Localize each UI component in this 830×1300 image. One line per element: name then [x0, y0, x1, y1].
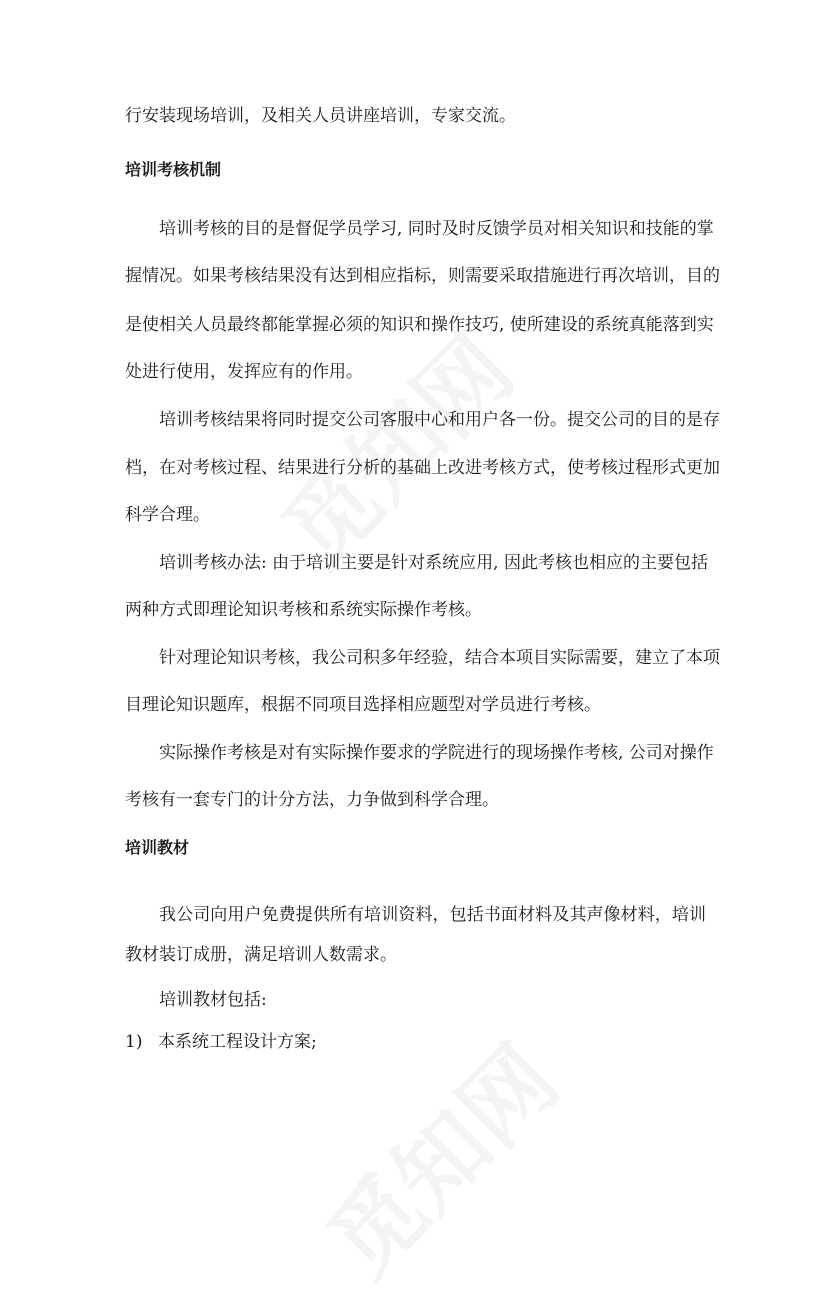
continuation-line: 行安装现场培训，及相关人员讲座培训，专家交流。 [125, 106, 516, 126]
paragraph-line: 目理论知识题库，根据不同项目选择相应题型对学员进行考核。 [125, 695, 601, 715]
paragraph-line: 我公司向用户免费提供所有培训资料，包括书面材料及其声像材料，培训 [159, 905, 706, 925]
paragraph-line: 培训考核办法: 由于培训主要是针对系统应用, 因此考核也相应的主要包括 [159, 553, 708, 573]
watermark [249, 302, 538, 591]
section-heading: 培训教材 [125, 838, 190, 857]
list-item-number: 1) [125, 1032, 143, 1052]
paragraph-line: 档，在对考核过程、结果进行分析的基础上改进考核方式，使考核过程形式更加 [125, 458, 720, 478]
watermark [294, 1012, 583, 1300]
paragraph-line: 教材装订成册，满足培训人数需求。 [125, 945, 397, 965]
list-item [125, 1032, 317, 1052]
paragraph-line: 针对理论知识考核，我公司积多年经验，结合本项目实际需要，建立了本项 [159, 648, 720, 668]
paragraph-line: 两种方式即理论知识考核和系统实际操作考核。 [125, 600, 482, 620]
paragraph-line: 培训考核结果将同时提交公司客服中心和用户各一份。提交公司的目的是存 [159, 410, 720, 430]
paragraph-line: 握情况。如果考核结果没有达到相应指标，则需要采取措施进行再次培训，目的 [125, 266, 720, 286]
paragraph-line: 实际操作考核是对有实际操作要求的学院进行的现场操作考核, 公司对操作 [159, 743, 714, 763]
paragraph-line: 培训考核的目的是督促学员学习, 同时及时反馈学员对相关知识和技能的掌 [159, 219, 714, 239]
paragraph-line: 考核有一套专门的计分方法，力争做到科学合理。 [125, 790, 499, 810]
paragraph-line: 是使相关人员最终都能掌握必须的知识和操作技巧, 使所建设的系统真能落到实 [125, 315, 714, 335]
list-item-text: 本系统工程设计方案; [158, 1032, 317, 1052]
paragraph-line: 培训教材包括: [159, 990, 267, 1010]
paragraph-line: 科学合理。 [125, 505, 210, 525]
section-heading: 培训考核机制 [125, 160, 222, 179]
paragraph-line: 处进行使用，发挥应有的作用。 [125, 362, 363, 382]
